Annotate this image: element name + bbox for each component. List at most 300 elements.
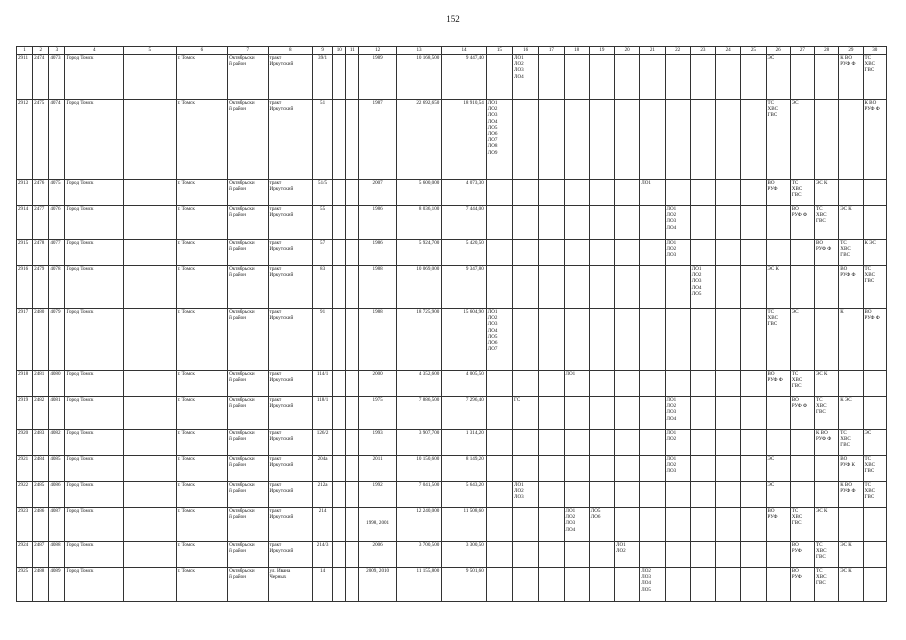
cell-col-6: г. Томск xyxy=(176,309,228,371)
column-header-8: 8 xyxy=(268,47,312,55)
cell-col-28 xyxy=(815,55,839,100)
cell-col-22 xyxy=(665,508,690,542)
cell-col-5 xyxy=(124,482,177,508)
cell-col-14: 5 643,20 xyxy=(442,482,486,508)
cell-col-8: ул. Ивана Черных xyxy=(268,568,312,602)
cell-col-12: 1988 xyxy=(359,309,396,371)
cell-col-25 xyxy=(741,456,766,482)
cell-col-26 xyxy=(766,240,790,266)
cell-col-2: 2485 xyxy=(33,482,49,508)
cell-col-1: 2911 xyxy=(17,55,33,100)
column-header-15: 15 xyxy=(486,47,512,55)
cell-col-16 xyxy=(513,100,539,180)
table-row xyxy=(17,371,887,397)
cell-col-24 xyxy=(716,456,741,482)
cell-col-20 xyxy=(615,456,640,482)
page-number: 152 xyxy=(446,14,460,24)
cell-col-11 xyxy=(346,55,359,100)
cell-col-15 xyxy=(486,55,512,100)
column-header-29: 29 xyxy=(839,47,863,55)
cell-col-11 xyxy=(346,456,359,482)
cell-col-17 xyxy=(539,55,564,100)
cell-col-10 xyxy=(333,309,346,371)
column-header-28: 28 xyxy=(815,47,839,55)
cell-col-28: ВО РУФ Ф xyxy=(815,240,839,266)
cell-col-7: Октябрьски й район xyxy=(228,55,268,100)
cell-col-6: г. Томск xyxy=(176,206,228,240)
cell-col-8: тракт Иркутский xyxy=(268,397,312,430)
cell-col-7: Октябрьски й район xyxy=(228,100,268,180)
cell-col-12: 1986 xyxy=(359,206,396,240)
cell-col-10 xyxy=(333,180,346,206)
cell-col-24 xyxy=(716,508,741,542)
cell-col-22: ЛО1 ЛО2 ЛО3 xyxy=(665,240,690,266)
cell-col-18 xyxy=(564,482,589,508)
cell-col-5 xyxy=(124,206,177,240)
cell-col-2: 2480 xyxy=(33,309,49,371)
cell-col-30 xyxy=(863,180,886,206)
cell-col-9: 212а xyxy=(312,482,332,508)
cell-col-4: Город Томск xyxy=(65,456,124,482)
cell-col-8: тракт Иркутский xyxy=(268,240,312,266)
cell-col-7: Октябрьски й район xyxy=(228,542,268,568)
cell-col-30: ТС ХВС ГВС xyxy=(863,482,886,508)
cell-col-7: Октябрьски й район xyxy=(228,180,268,206)
cell-col-14: 15 604,90 xyxy=(442,309,486,371)
cell-col-23 xyxy=(690,508,715,542)
cell-col-21 xyxy=(640,482,665,508)
cell-col-21 xyxy=(640,309,665,371)
cell-col-15 xyxy=(486,568,512,602)
cell-col-27: ТС ХВС ГВС xyxy=(790,508,814,542)
cell-col-21 xyxy=(640,371,665,397)
cell-col-1: 2923 xyxy=(17,508,33,542)
cell-col-16 xyxy=(513,240,539,266)
cell-col-18: ЛО1 ЛО2 ЛО3 ЛО4 xyxy=(564,508,589,542)
cell-col-24 xyxy=(716,568,741,602)
cell-col-27: ЭС xyxy=(790,100,814,180)
cell-col-26: ЭС xyxy=(766,456,790,482)
cell-col-28: ТС ХВС ГВС xyxy=(815,397,839,430)
cell-col-9: 57 xyxy=(312,240,332,266)
cell-col-28: ЭС К xyxy=(815,371,839,397)
cell-col-19 xyxy=(589,371,614,397)
cell-col-25 xyxy=(741,240,766,266)
cell-col-25 xyxy=(741,55,766,100)
column-header-10: 10 xyxy=(333,47,346,55)
cell-col-4: Город Томск xyxy=(65,100,124,180)
column-header-5: 5 xyxy=(124,47,177,55)
cell-col-10 xyxy=(333,371,346,397)
cell-col-24 xyxy=(716,430,741,456)
cell-col-23 xyxy=(690,309,715,371)
cell-col-27 xyxy=(790,266,814,309)
cell-col-20 xyxy=(615,100,640,180)
column-header-13: 13 xyxy=(396,47,441,55)
cell-col-21 xyxy=(640,456,665,482)
cell-col-30: ТС ХВС ГВС xyxy=(863,266,886,309)
cell-col-15 xyxy=(486,240,512,266)
cell-col-11 xyxy=(346,309,359,371)
cell-col-27 xyxy=(790,456,814,482)
cell-col-6: г. Томск xyxy=(176,371,228,397)
cell-col-22 xyxy=(665,266,690,309)
cell-col-12: 1988 xyxy=(359,266,396,309)
table-row xyxy=(17,266,887,309)
cell-col-9: 51 xyxy=(312,100,332,180)
cell-col-20: ЛО1 ЛО2 xyxy=(615,542,640,568)
cell-col-11 xyxy=(346,430,359,456)
cell-col-23 xyxy=(690,542,715,568)
column-header-11: 11 xyxy=(346,47,359,55)
cell-col-23 xyxy=(690,240,715,266)
cell-col-29: К xyxy=(839,309,863,371)
cell-col-6: г. Томск xyxy=(176,430,228,456)
cell-col-9: 83 xyxy=(312,266,332,309)
cell-col-20 xyxy=(615,266,640,309)
cell-col-10 xyxy=(333,55,346,100)
cell-col-25 xyxy=(741,309,766,371)
cell-col-26 xyxy=(766,430,790,456)
cell-col-27: ЭС xyxy=(790,309,814,371)
cell-col-6: г. Томск xyxy=(176,397,228,430)
cell-col-14: 4 005,50 xyxy=(442,371,486,397)
cell-col-2: 2475 xyxy=(33,100,49,180)
table-row xyxy=(17,206,887,240)
cell-col-25 xyxy=(741,266,766,309)
cell-col-1: 2914 xyxy=(17,206,33,240)
cell-col-11 xyxy=(346,371,359,397)
column-header-6: 6 xyxy=(176,47,228,55)
cell-col-6: г. Томск xyxy=(176,508,228,542)
cell-col-20 xyxy=(615,397,640,430)
cell-col-6: г. Томск xyxy=(176,240,228,266)
cell-col-16 xyxy=(513,456,539,482)
cell-col-12: 1998, 2001 xyxy=(359,508,396,542)
cell-col-4: Город Томск xyxy=(65,266,124,309)
cell-col-12: 2011 xyxy=(359,456,396,482)
cell-col-12: 1986 xyxy=(359,240,396,266)
cell-col-12: 1993 xyxy=(359,430,396,456)
cell-col-26: ТС ХВС ГВС xyxy=(766,100,790,180)
cell-col-4: Город Томск xyxy=(65,180,124,206)
cell-col-6: г. Томск xyxy=(176,55,228,100)
cell-col-3: 4087 xyxy=(49,508,65,542)
cell-col-2: 2487 xyxy=(33,542,49,568)
cell-col-29: К ВО РУФ Ф xyxy=(839,482,863,508)
cell-col-10 xyxy=(333,456,346,482)
cell-col-3: 4078 xyxy=(49,266,65,309)
table-body xyxy=(17,55,887,602)
cell-col-17 xyxy=(539,240,564,266)
cell-col-17 xyxy=(539,456,564,482)
table-row xyxy=(17,542,887,568)
cell-col-5 xyxy=(124,55,177,100)
cell-col-15 xyxy=(486,180,512,206)
cell-col-19 xyxy=(589,456,614,482)
cell-col-17 xyxy=(539,206,564,240)
cell-col-30 xyxy=(863,397,886,430)
cell-col-29: К ЭС xyxy=(839,397,863,430)
cell-col-25 xyxy=(741,180,766,206)
cell-col-27 xyxy=(790,240,814,266)
cell-col-7: Октябрьски й район xyxy=(228,508,268,542)
cell-col-10 xyxy=(333,397,346,430)
cell-col-4: Город Томск xyxy=(65,508,124,542)
cell-col-30 xyxy=(863,371,886,397)
cell-col-23 xyxy=(690,397,715,430)
cell-col-5 xyxy=(124,456,177,482)
cell-col-27: ТС ХВС ГВС xyxy=(790,371,814,397)
cell-col-27 xyxy=(790,430,814,456)
cell-col-12: 1975 xyxy=(359,397,396,430)
cell-col-30: ЭС xyxy=(863,430,886,456)
cell-col-16: ЛО1 ЛО2 ЛО3 ЛО4 xyxy=(513,55,539,100)
cell-col-29 xyxy=(839,180,863,206)
cell-col-7: Октябрьски й район xyxy=(228,309,268,371)
cell-col-8: тракт Иркутский xyxy=(268,542,312,568)
table-row xyxy=(17,100,887,180)
cell-col-13: 5 924,700 xyxy=(396,240,441,266)
cell-col-22: ЛО1 ЛО2 xyxy=(665,430,690,456)
cell-col-4: Город Томск xyxy=(65,309,124,371)
cell-col-14: 9 347,80 xyxy=(442,266,486,309)
cell-col-12: 1989 xyxy=(359,55,396,100)
cell-col-22 xyxy=(665,100,690,180)
cell-col-13: 3 907,700 xyxy=(396,430,441,456)
cell-col-28: ТС ХВС ГВС xyxy=(815,206,839,240)
column-header-17: 17 xyxy=(539,47,564,55)
cell-col-17 xyxy=(539,371,564,397)
cell-col-10 xyxy=(333,508,346,542)
cell-col-13: 8 036,100 xyxy=(396,206,441,240)
cell-col-5 xyxy=(124,430,177,456)
cell-col-27: ТС ХВС ГВС xyxy=(790,180,814,206)
cell-col-21 xyxy=(640,206,665,240)
cell-col-13: 10 150,600 xyxy=(396,456,441,482)
cell-col-22: ЛО1 ЛО2 ЛО3 ЛО4 xyxy=(665,397,690,430)
cell-col-7: Октябрьски й район xyxy=(228,397,268,430)
cell-col-17 xyxy=(539,266,564,309)
cell-col-3: 4075 xyxy=(49,180,65,206)
cell-col-2: 2482 xyxy=(33,397,49,430)
cell-col-29: ТС ХВС ГВС xyxy=(839,240,863,266)
cell-col-2: 2488 xyxy=(33,568,49,602)
cell-col-5 xyxy=(124,371,177,397)
cell-col-13: 12 240,000 xyxy=(396,508,441,542)
cell-col-10 xyxy=(333,430,346,456)
column-header-2: 2 xyxy=(33,47,49,55)
cell-col-19 xyxy=(589,397,614,430)
cell-col-4: Город Томск xyxy=(65,397,124,430)
cell-col-29: К ВО РУФ Ф xyxy=(839,55,863,100)
cell-col-6: г. Томск xyxy=(176,180,228,206)
cell-col-24 xyxy=(716,55,741,100)
cell-col-26: ЭС xyxy=(766,482,790,508)
cell-col-3: 4076 xyxy=(49,206,65,240)
cell-col-1: 2924 xyxy=(17,542,33,568)
cell-col-5 xyxy=(124,180,177,206)
column-header-23: 23 xyxy=(690,47,715,55)
cell-col-26: ВО РУФ xyxy=(766,180,790,206)
cell-col-3: 4085 xyxy=(49,456,65,482)
cell-col-19 xyxy=(589,55,614,100)
cell-col-11 xyxy=(346,542,359,568)
cell-col-23 xyxy=(690,55,715,100)
cell-col-4: Город Томск xyxy=(65,371,124,397)
cell-col-24 xyxy=(716,266,741,309)
cell-col-8: тракт Иркутский xyxy=(268,55,312,100)
cell-col-26: ЭС К xyxy=(766,266,790,309)
cell-col-19 xyxy=(589,180,614,206)
cell-col-17 xyxy=(539,542,564,568)
cell-col-18 xyxy=(564,568,589,602)
cell-col-15: ЛО1 ЛО2 ЛО3 ЛО4 ЛО5 ЛО6 ЛО7 ЛО8 ЛО9 xyxy=(486,100,512,180)
cell-col-18 xyxy=(564,55,589,100)
cell-col-14: 7 296,40 xyxy=(442,397,486,430)
cell-col-2: 2474 xyxy=(33,55,49,100)
cell-col-1: 2913 xyxy=(17,180,33,206)
cell-col-26 xyxy=(766,206,790,240)
cell-col-21 xyxy=(640,397,665,430)
cell-col-7: Октябрьски й район xyxy=(228,430,268,456)
cell-col-16 xyxy=(513,180,539,206)
cell-col-8: тракт Иркутский xyxy=(268,100,312,180)
cell-col-9: 14 xyxy=(312,568,332,602)
column-number-header-row xyxy=(17,47,887,55)
cell-col-22 xyxy=(665,55,690,100)
cell-col-8: тракт Иркутский xyxy=(268,309,312,371)
cell-col-18 xyxy=(564,180,589,206)
cell-col-24 xyxy=(716,309,741,371)
cell-col-14: 1 314,20 xyxy=(442,430,486,456)
cell-col-9: 214 xyxy=(312,508,332,542)
cell-col-12: 2000 xyxy=(359,371,396,397)
cell-col-11 xyxy=(346,482,359,508)
cell-col-19 xyxy=(589,240,614,266)
column-header-20: 20 xyxy=(615,47,640,55)
cell-col-3: 4073 xyxy=(49,55,65,100)
cell-col-16 xyxy=(513,309,539,371)
cell-col-4: Город Томск xyxy=(65,206,124,240)
cell-col-10 xyxy=(333,266,346,309)
cell-col-27: ВО РУФ Ф xyxy=(790,397,814,430)
cell-col-3: 4086 xyxy=(49,482,65,508)
cell-col-7: Октябрьски й район xyxy=(228,206,268,240)
cell-col-30 xyxy=(863,542,886,568)
cell-col-18 xyxy=(564,397,589,430)
column-header-24: 24 xyxy=(716,47,741,55)
cell-col-8: тракт Иркутский xyxy=(268,482,312,508)
cell-col-28 xyxy=(815,456,839,482)
cell-col-14: 5 420,50 xyxy=(442,240,486,266)
cell-col-14: 9 501,60 xyxy=(442,568,486,602)
cell-col-15 xyxy=(486,456,512,482)
cell-col-24 xyxy=(716,100,741,180)
cell-col-11 xyxy=(346,100,359,180)
column-header-7: 7 xyxy=(228,47,268,55)
cell-col-29: ВО РУФ К xyxy=(839,456,863,482)
cell-col-26 xyxy=(766,568,790,602)
cell-col-25 xyxy=(741,100,766,180)
table-row xyxy=(17,55,887,100)
cell-col-19 xyxy=(589,542,614,568)
cell-col-5 xyxy=(124,100,177,180)
cell-col-19 xyxy=(589,309,614,371)
cell-col-18 xyxy=(564,542,589,568)
cell-col-11 xyxy=(346,266,359,309)
cell-col-21: ЛО2 ЛО3 ЛО4 ЛО5 xyxy=(640,568,665,602)
column-header-19: 19 xyxy=(589,47,614,55)
cell-col-20 xyxy=(615,309,640,371)
table-row xyxy=(17,180,887,206)
cell-col-20 xyxy=(615,568,640,602)
cell-col-3: 4081 xyxy=(49,397,65,430)
table-row xyxy=(17,568,887,602)
cell-col-11 xyxy=(346,508,359,542)
cell-col-28: ТС ХВС ГВС xyxy=(815,542,839,568)
column-header-25: 25 xyxy=(741,47,766,55)
cell-col-24 xyxy=(716,542,741,568)
cell-col-25 xyxy=(741,542,766,568)
cell-col-4: Город Томск xyxy=(65,240,124,266)
cell-col-25 xyxy=(741,508,766,542)
cell-col-13: 11 155,800 xyxy=(396,568,441,602)
column-header-16: 16 xyxy=(513,47,539,55)
cell-col-28 xyxy=(815,100,839,180)
cell-col-6: г. Томск xyxy=(176,456,228,482)
column-header-21: 21 xyxy=(640,47,665,55)
cell-col-20 xyxy=(615,508,640,542)
cell-col-23 xyxy=(690,482,715,508)
cell-col-3: 4088 xyxy=(49,542,65,568)
cell-col-26 xyxy=(766,397,790,430)
cell-col-5 xyxy=(124,568,177,602)
cell-col-29: ТС ХВС ГВС xyxy=(839,430,863,456)
cell-col-12: 1987 xyxy=(359,100,396,180)
cell-col-16 xyxy=(513,206,539,240)
cell-col-27: ВО РУФ xyxy=(790,568,814,602)
cell-col-30 xyxy=(863,508,886,542)
column-header-22: 22 xyxy=(665,47,690,55)
cell-col-25 xyxy=(741,206,766,240)
cell-col-20 xyxy=(615,482,640,508)
cell-col-9: 214/3 xyxy=(312,542,332,568)
cell-col-19 xyxy=(589,482,614,508)
cell-col-17 xyxy=(539,482,564,508)
cell-col-24 xyxy=(716,371,741,397)
cell-col-16: ГС xyxy=(513,397,539,430)
cell-col-23 xyxy=(690,456,715,482)
cell-col-23 xyxy=(690,100,715,180)
cell-col-25 xyxy=(741,568,766,602)
cell-col-11 xyxy=(346,568,359,602)
cell-col-29: ЭС К xyxy=(839,542,863,568)
cell-col-30 xyxy=(863,206,886,240)
cell-col-28 xyxy=(815,309,839,371)
cell-col-13: 7 041,500 xyxy=(396,482,441,508)
cell-col-21 xyxy=(640,100,665,180)
cell-col-24 xyxy=(716,180,741,206)
cell-col-29 xyxy=(839,371,863,397)
cell-col-8: тракт Иркутский xyxy=(268,180,312,206)
cell-col-18 xyxy=(564,430,589,456)
cell-col-13: 18 725,900 xyxy=(396,309,441,371)
cell-col-22 xyxy=(665,542,690,568)
cell-col-8: тракт Иркутский xyxy=(268,430,312,456)
cell-col-18 xyxy=(564,309,589,371)
cell-col-9: 118/1 xyxy=(312,397,332,430)
